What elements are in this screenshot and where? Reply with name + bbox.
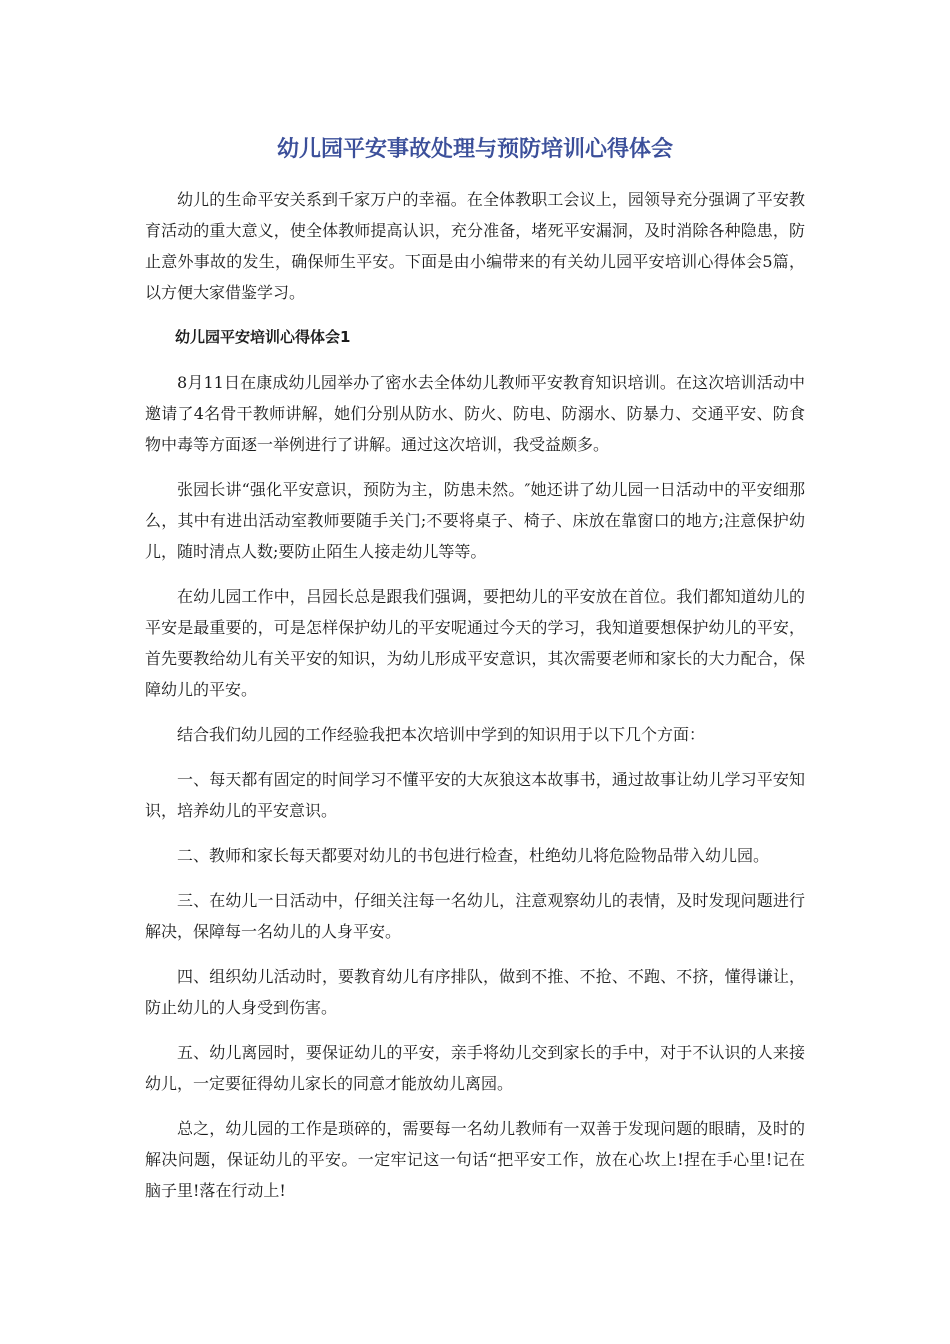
list-item-paragraph: 四、组织幼儿活动时，要教育幼儿有序排队，做到不推、不抢、不跑、不挤，懂得谦让，防止幼儿的人身受到伤害。	[145, 967, 805, 1017]
document-body	[145, 184, 805, 1220]
list-item-paragraph: 一、每天都有固定的时间学习不懂平安的大灰狼这本故事书，通过故事让幼儿学习平安知识，培养幼儿的平安意识。	[145, 770, 805, 820]
body-paragraph: 结合我们幼儿园的工作经验我把本次培训中学到的知识用于以下几个方面：	[177, 725, 706, 744]
body-paragraph: 在幼儿园工作中，吕园长总是跟我们强调，要把幼儿的平安放在首位。我们都知道幼儿的平安是最重要的，可是怎样保护幼儿的平安呢通过今天的学习，我知道要想保护幼儿的平安，首先要教给幼儿有关平安的知识，为幼儿形成平安意识，其次需要老师和家长的大力配合，保障幼儿的平安。	[145, 587, 805, 699]
conclusion-paragraph: 总之，幼儿园的工作是琐碎的，需要每一名幼儿教师有一双善于发现问题的眼睛，及时的解决问题，保证幼儿的平安。一定牢记这一句话“把平安工作，放在心坎上!捏在手心里!记在脑子里!落在行动上!	[145, 1119, 805, 1200]
list-item-paragraph: 三、在幼儿一日活动中，仔细关注每一名幼儿，注意观察幼儿的表情，及时发现问题进行解决，保障每一名幼儿的人身平安。	[145, 891, 805, 941]
body-paragraph: 8月11日在康成幼儿园举办了密水去全体幼儿教师平安教育知识培训。在这次培训活动中邀请了4名骨干教师讲解，她们分别从防水、防火、防电、防溺水、防暴力、交通平安、防食物中毒等方面逐一举例进行了讲解。通过这次培训，我受益颇多。	[145, 373, 805, 454]
list-item-paragraph: 五、幼儿离园时，要保证幼儿的平安，亲手将幼儿交到家长的手中，对于不认识的人来接幼儿，一定要征得幼儿家长的同意才能放幼儿离园。	[145, 1043, 805, 1093]
list-item-paragraph: 二、教师和家长每天都要对幼儿的书包进行检查，杜绝幼儿将危险物品带入幼儿园。	[177, 846, 770, 865]
document-title: 幼儿园平安事故处理与预防培训心得体会	[276, 137, 673, 162]
intro-paragraph: 幼儿的生命平安关系到千家万户的幸福。在全体教职工会议上，园领导充分强调了平安教育活动的重大意义，使全体教师提高认识，充分准备，堵死平安漏洞，及时消除各种隐患，防止意外事故的发生，确保师生平安。下面是由小编带来的有关幼儿园平安培训心得体会5篇，以方便大家借鉴学习。	[145, 190, 805, 302]
section-heading: 幼儿园平安培训心得体会1	[175, 328, 351, 346]
body-paragraph: 张园长讲“强化平安意识，预防为主，防患未然。″她还讲了幼儿园一日活动中的平安细那么，其中有进出活动室教师要随手关门;不要将桌子、椅子、床放在靠窗口的地方;注意保护幼儿，随时清点人数;要防止陌生人接走幼儿等等。	[145, 480, 805, 561]
